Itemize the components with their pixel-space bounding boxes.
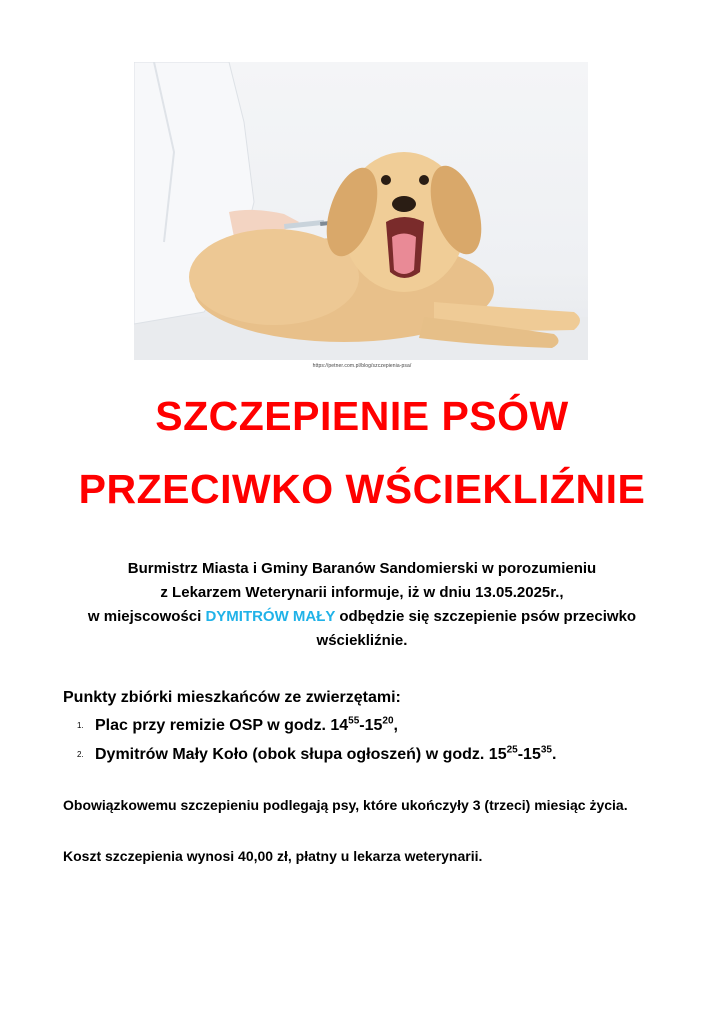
village-name: DYMITRÓW MAŁY [205, 608, 336, 625]
list-number: 1. [77, 721, 84, 731]
collection-point-2 [77, 746, 556, 764]
announcement-intro [40, 557, 684, 653]
puppy-vaccination-photo [134, 62, 588, 360]
photo-source-caption: https://petner.com.pl/blog/szczepienia-psa/ [312, 363, 412, 369]
time-end-minutes: 35 [540, 744, 552, 756]
intro-line-4: wściekliźnie. [316, 632, 408, 649]
collection-points-heading: Punkty zbiórki mieszkańców ze zwierzętami: [63, 689, 401, 706]
intro-line-1: Burmistrz Miasta i Gminy Baranów Sandomierski w porozumieniu [127, 560, 597, 577]
intro-line-3 [40, 605, 684, 629]
time-separator: -15 [359, 717, 383, 734]
title-line-2: PRZECIWKO WŚCIEKLIŹNIE [78, 466, 646, 512]
time-start-minutes: 25 [506, 744, 518, 756]
time-start-minutes: 55 [348, 715, 360, 727]
time-separator: -15 [517, 746, 541, 763]
point-text: Dymitrów Mały Koło (obok słupa ogłoszeń) w godz. 15 [95, 746, 507, 763]
age-requirement-note: Obowiązkowemu szczepieniu podlegają psy, które ukończyły 3 (trzeci) miesiąc życia. [63, 797, 628, 813]
intro-line-3-after: odbędzie się szczepienie psów przeciwko [335, 608, 637, 625]
point-text: Plac przy remizie OSP w godz. 14 [95, 717, 349, 734]
point-end: . [551, 746, 557, 763]
collection-point-1 [77, 717, 398, 735]
intro-line-2: z Lekarzem Weterynarii informuje, iż w dniu 13.05.2025r., [160, 584, 564, 601]
list-number: 2. [77, 750, 84, 760]
point-end: , [393, 717, 398, 734]
cost-note: Koszt szczepienia wynosi 40,00 zł, płatny u lekarza weterynarii. [63, 848, 483, 864]
title-line-1: SZCZEPIENIE PSÓW [155, 393, 569, 439]
time-end-minutes: 20 [382, 715, 394, 727]
intro-line-3-before: w miejscowości [87, 608, 206, 625]
